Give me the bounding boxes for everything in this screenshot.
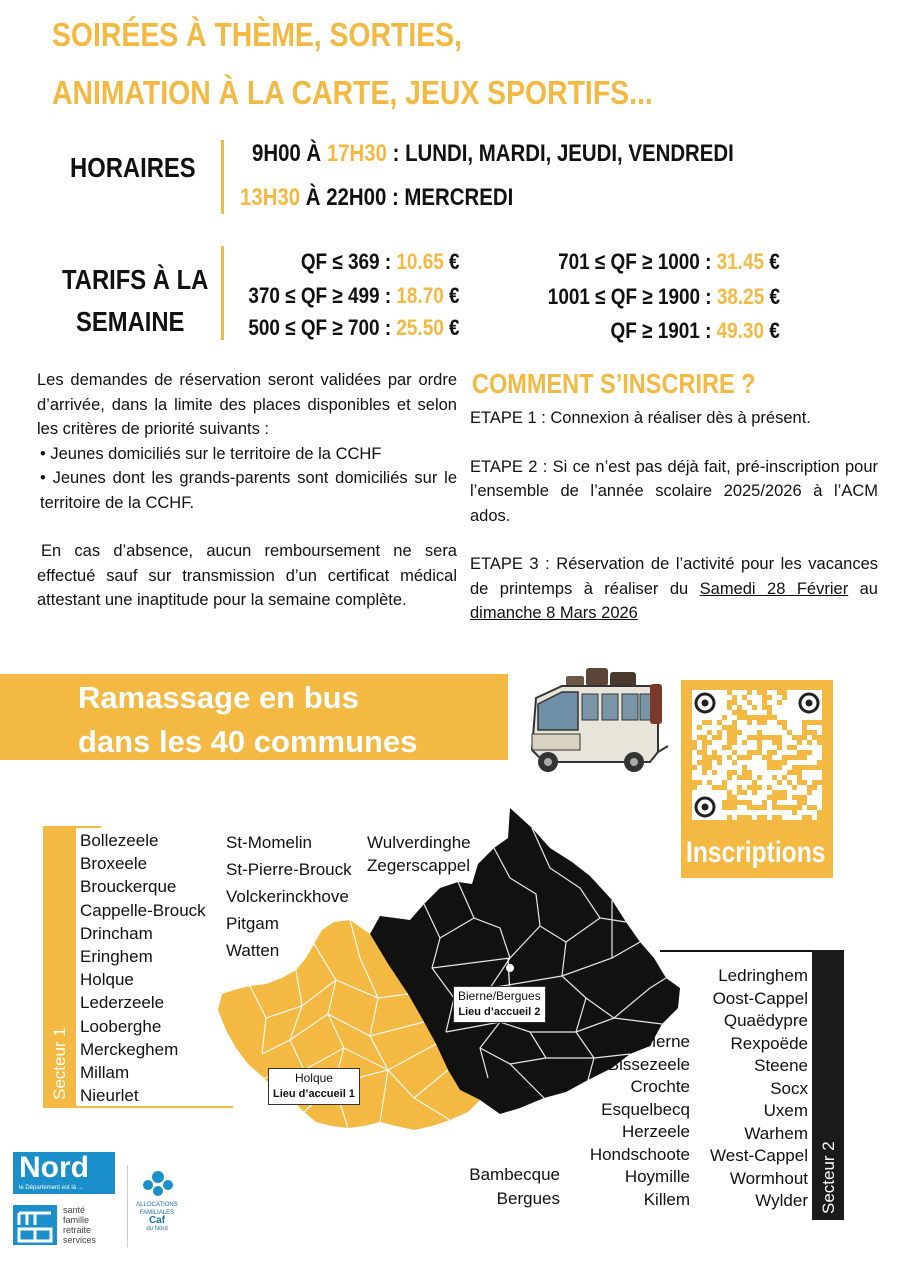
tarif-row: 500 ≤ QF ≥ 700 : 25.50 € (248, 315, 460, 340)
reservation-bullet-2: • Jeunes dont les grands-parents sont domiciliés sur le territoire de la CCHF. (40, 469, 457, 512)
headline-line-2: ANIMATION À LA CARTE, JEUX SPORTIFS... (52, 74, 653, 111)
secteur-2-col-left (469, 1163, 560, 1211)
commune-item: Bissezeele (607, 1054, 690, 1074)
commune-item: Wormhout (729, 1168, 808, 1188)
commune-item: Lederzeele (80, 993, 165, 1013)
caf-logo: ALLOCATIONS FAMILIALES Caf du Nord (127, 1165, 184, 1247)
commune-item: Wylder (755, 1191, 808, 1210)
commune-item: Uxem (763, 1101, 808, 1120)
etape-3: ETAPE 3 : Réservation de l’activité pour les vacances de printemps à réaliser du Samedi 28 Février au dimanche 8 Mars 2026 (470, 555, 878, 622)
horaires-line-1: 9H00 À 17H30 : LUNDI, MARDI, JEUDI, VENDREDI (252, 140, 734, 167)
nord-logo: Nord le Département est là → (13, 1152, 115, 1194)
secteur-2-col-right (710, 965, 808, 1213)
tarif-row: 370 ≤ QF ≥ 499 : 18.70 € (248, 283, 460, 308)
tarif-row: QF ≤ 369 : 10.65 € (301, 249, 460, 274)
secteur-2-col-mid (590, 1031, 690, 1211)
horaires-divider (221, 140, 224, 214)
tarif-row: QF ≥ 1901 : 49.30 € (610, 318, 780, 343)
reservation-block (37, 368, 457, 613)
tarif-row: 701 ≤ QF ≥ 1000 : 31.45 € (558, 249, 780, 274)
reservation-intro: Les demandes de réservation seront validées par ordre d’arrivée, dans la limite des places disponibles et selon les critères de priorité suivants : (37, 371, 457, 438)
etape-3-start-date: Samedi 28 Février (699, 579, 849, 598)
commune-item: St-Pierre-Brouck (226, 860, 352, 879)
tarifs-label-1: TARIFS À LA (62, 264, 209, 295)
commune-item: Bierne (640, 1032, 690, 1051)
tarif-row: 1001 ≤ QF ≥ 1900 : 38.25 € (547, 284, 780, 309)
commune-item: Eringhem (80, 947, 153, 967)
qr-label: Inscriptions (686, 836, 826, 869)
horaires-label: HORAIRES (70, 152, 196, 183)
bus-banner-text (78, 676, 417, 764)
commune-item: Bollezeele (80, 831, 159, 850)
commune-item: Cappelle-Brouck (80, 900, 206, 920)
bus-banner-line-1: Ramassage en bus (78, 680, 359, 715)
commune-item: Wulverdinghe (367, 833, 471, 852)
msa-text: santé famille retraite services (63, 1205, 97, 1245)
commune-item: Nieurlet (80, 1086, 139, 1106)
tarifs-divider (221, 246, 224, 340)
commune-item: Oost-Cappel (712, 988, 808, 1008)
commune-item: Pitgam (226, 914, 279, 933)
commune-item: Hondschoote (589, 1144, 690, 1164)
bus-banner-line-2: dans les 40 communes (78, 724, 418, 759)
etape-3-end-date: dimanche 8 Mars 2026 (470, 604, 638, 622)
commune-item: Crochte (630, 1077, 690, 1096)
reservation-absence: En cas d’absence, aucun remboursement ne sera effectué sauf sur transmission d’un certificat médical attestant une inaptitude pour la semaine complète. (37, 542, 457, 609)
commune-item: Rexpoëde (730, 1033, 808, 1053)
commune-item: Bergues (496, 1189, 560, 1208)
commune-item: Looberghe (80, 1016, 162, 1036)
commune-item: Hoymille (624, 1167, 690, 1186)
commune-item: Warhem (744, 1123, 808, 1143)
inscription-steps (470, 406, 878, 626)
etape-1: ETAPE 1 : Connexion à réaliser dès à présent. (470, 409, 811, 427)
headline-line-1: SOIRÉES À THÈME, SORTIES, (52, 16, 463, 53)
commune-item: Herzeele (621, 1122, 690, 1141)
commune-item: Drincham (80, 923, 153, 943)
commune-item: Broxeele (80, 854, 148, 874)
etape-2: ETAPE 2 : Si ce n’est pas déjà fait, pré-inscription pour l’ensemble de l’année scolaire 2025/2026 à l’ACM ados. (470, 457, 878, 525)
commune-item: Watten (226, 941, 280, 960)
caf-mark-icon (138, 1167, 178, 1197)
map-site-2: Bierne/Bergues Lieu d’accueil 2 (453, 986, 546, 1023)
horaires-line-2: 13H30 À 22H00 : MERCREDI (240, 184, 514, 211)
commune-item: Quaëdypre (723, 1011, 808, 1030)
commune-item: West-Cappel (710, 1146, 808, 1165)
msa-mark-icon (13, 1205, 57, 1245)
map-site-1: Holque Lieu d’accueil 1 (268, 1068, 360, 1105)
commune-item: Steene (754, 1056, 808, 1075)
tarifs-label-2: SEMAINE (76, 306, 185, 337)
commune-item: Bambecque (469, 1165, 560, 1184)
secteur-1-col-1 (80, 829, 206, 1107)
secteur-2-label: Secteur 2 (819, 1141, 838, 1214)
reservation-bullet-1: • Jeunes domiciliés sur le territoire de la CCHF (40, 444, 382, 463)
inscription-title: COMMENT S’INSCRIRE ? (472, 368, 756, 399)
commune-item: Socx (770, 1078, 808, 1098)
commune-item: St-Momelin (226, 833, 312, 852)
commune-item: Millam (80, 1063, 130, 1083)
msa-logo (13, 1205, 113, 1247)
commune-item: Volckerinckhove (226, 887, 349, 906)
commune-item: Brouckerque (80, 877, 177, 897)
commune-item: Merckeghem (80, 1039, 179, 1059)
commune-item: Holque (80, 970, 134, 990)
commune-item: Zegerscappel (367, 856, 471, 876)
bus-illustration-icon (522, 664, 672, 788)
secteur-1-label: Secteur 1 (50, 1027, 69, 1100)
commune-item: Esquelbecq (601, 1099, 690, 1119)
qr-code-icon[interactable] (692, 690, 822, 820)
commune-item: Killem (643, 1189, 690, 1209)
commune-item: Ledringhem (718, 966, 808, 985)
